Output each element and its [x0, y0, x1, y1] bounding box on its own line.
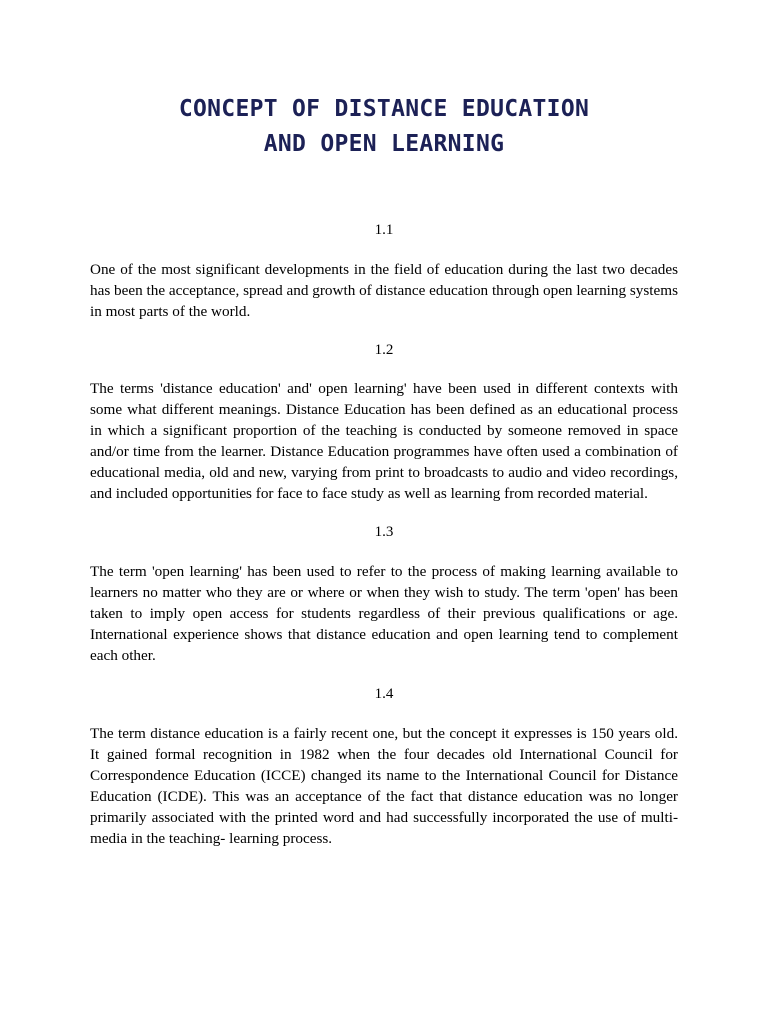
section-number: 1.2	[374, 342, 394, 358]
section-1-1	[90, 220, 678, 322]
section-paragraph: The term distance education is a fairly recent one, but the concept it expresses is 150 years old. It gained formal recognition in 1982 when the four decades old International Council for Correspondence Education (ICCE) changed its name to the International Council for Distance Education (ICDE). This was an acceptance of the fact that distance education was no longer primarily associated with the printed word and had successfully incorporated the use of multi- media in the teaching- learning process.	[90, 725, 678, 847]
section-1-2	[90, 340, 678, 504]
title-line-1: CONCEPT OF DISTANCE EDUCATION	[178, 96, 590, 122]
section-paragraph: The term 'open learning' has been used to refer to the process of making learning available to learners no matter who they are or where or when they wish to study. The term 'open' has been taken to imply open access for students regardless of their previous qualifications or age. International experience shows that distance education and open learning tend to complement each other.	[90, 563, 678, 664]
section-number: 1.3	[374, 524, 394, 540]
section-paragraph: The terms 'distance education' and' open learning' have been used in different contexts with some what different meanings. Distance Education has been defined as an educational process in which a significant proportion of the teaching is conducted by someone removed in space and/or time from the learner. Distance Education programmes have often used a combination of educational media, old and new, varying from print to broadcasts to audio and video recordings, and included opportunities for face to face study as well as learning from recorded material.	[90, 380, 678, 502]
section-number: 1.4	[374, 686, 394, 702]
document-title	[90, 92, 678, 162]
section-1-3	[90, 522, 678, 666]
title-line-2: AND OPEN LEARNING	[263, 131, 505, 157]
section-number: 1.1	[374, 222, 394, 238]
section-paragraph: One of the most significant developments in the field of education during the last two decades has been the acceptance, spread and growth of distance education through open learning systems in most parts of the world.	[90, 261, 678, 320]
section-1-4	[90, 684, 678, 849]
